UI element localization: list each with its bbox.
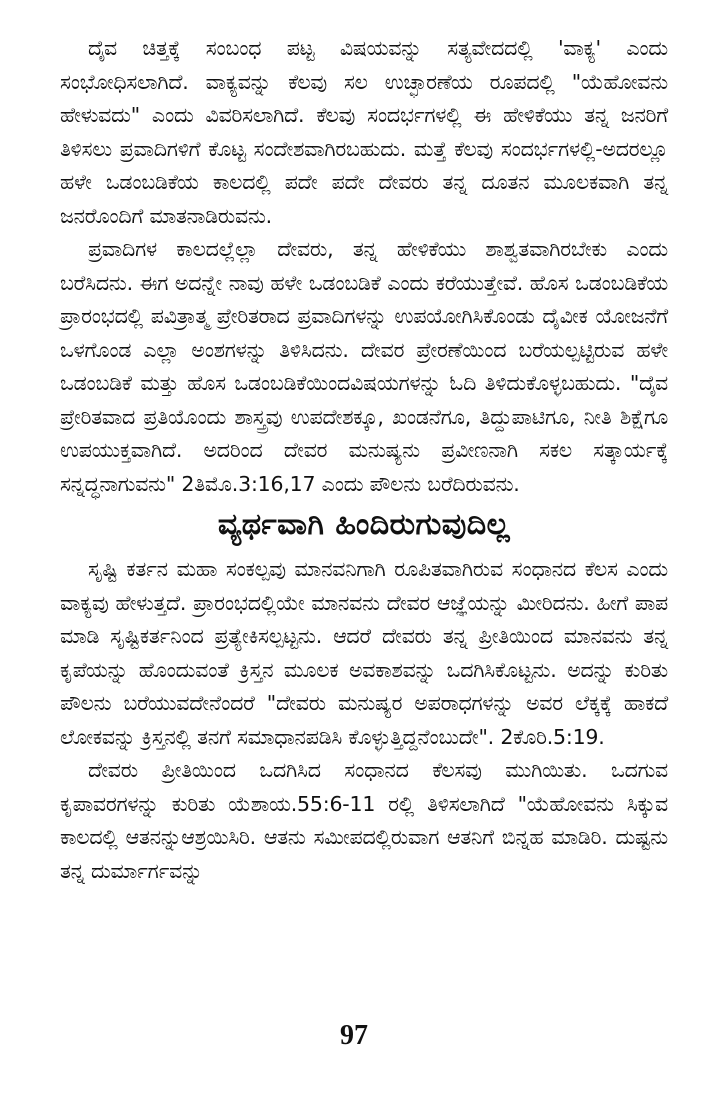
- paragraph-prophets: ಪ್ರವಾದಿಗಳ ಕಾಲದಲ್ಲೆಲ್ಲಾ ದೇವರು, ತನ್ನ ಹೇಳಿಕೆಯು ಶಾಶ್ವತವಾಗಿರಬೇಕು ಎಂದು ಬರೆಸಿದನು. ಈಗ ಅದನ್ನೇ ನಾವು ಹಳೇ ಒಡಂಬಡಿಕೆ ಎಂದು ಕರೆಯುತ್ತೇವೆ. ಹೊಸ ಒಡಂಬಡಿಕೆಯ ಪ್ರಾರಂಭದಲ್ಲಿ ಪವಿತ್ರಾತ್ಮ ಪ್ರೇರಿತರಾದ ಪ್ರವಾದಿಗಳನ್ನು ಉಪಯೋಗಿಸಿಕೊಂಡು ದೈವೀಕ ಯೋಜನೆಗೆ ಒಳಗೊಂಡ ಎಲ್ಲಾ ಅಂಶಗಳನ್ನು ತಿಳಿಸಿದನು. ದೇವರ ಪ್ರೇರಣೆಯಿಂದ ಬರೆಯಲ್ಪಟ್ಟಿರುವ ಹಳೇ ಒಡಂಬಡಿಕೆ ಮತ್ತು ಹೊಸ ಒಡಂಬಡಿಕೆಯಿಂದವಿಷಯಗಳನ್ನು ಓದಿ ತಿಳಿದುಕೊಳ್ಳಬಹುದು. "ದೈವ ಪ್ರೇರಿತವಾದ ಪ್ರತಿಯೊಂದು ಶಾಸ್ತ್ರವು ಉಪದೇಶಕ್ಕೂ, ಖಂಡನೆಗೂ, ತಿದ್ದುಪಾಟಿಗೂ, ನೀತಿ ಶಿಕ್ಷೆಗೂ ಉಪಯುಕ್ತವಾಗಿದೆ. ಅದರಿಂದ ದೇವರ ಮನುಷ್ಯನು ಪ್ರವೀಣನಾಗಿ ಸಕಲ ಸತ್ಕಾರ್ಯಕ್ಕೆ ಸನ್ನದ್ಧನಾಗುವನು" 2ತಿಮೊ.3:16,17 ಎಂದು ಪೌಲನು ಬರೆದಿರುವನು.: [60, 237, 668, 496]
- paragraph-reconciliation: ಸೃಷ್ಟಿ ಕರ್ತನ ಮಹಾ ಸಂಕಲ್ಪವು ಮಾನವನಿಗಾಗಿ ರೂಪಿತವಾಗಿರುವ ಸಂಧಾನದ ಕೆಲಸ ಎಂದು ವಾಕ್ಯವು ಹೇಳುತ್ತದೆ. ಪ್ರಾರಂಭದಲ್ಲಿಯೇ ಮಾನವನು ದೇವರ ಆಜ್ಞೆಯನ್ನು ಮೀರಿದನು. ಹೀಗೆ ಪಾಪ ಮಾಡಿ ಸೃಷ್ಟಿಕರ್ತನಿಂದ ಪ್ರತ್ಯೇಕಿಸಲ್ಪಟ್ಟನು. ಆದರೆ ದೇವರು ತನ್ನ ಪ್ರೀತಿಯಿಂದ ಮಾನವನು ತನ್ನ ಕೃಪೆಯನ್ನು ಹೊಂದುವಂತೆ ಕ್ರಿಸ್ತನ ಮೂಲಕ ಅವಕಾಶವನ್ನು ಒದಗಿಸಿಕೊಟ್ಟನು. ಅದನ್ನು ಕುರಿತು ಪೌಲನು ಬರೆಯುವದೇನೆಂದರೆ "ದೇವರು ಮನುಷ್ಯರ ಅಪರಾಧಗಳನ್ನು ಅವರ ಲೆಕ್ಕಕ್ಕೆ ಹಾಕದೆ ಲೋಕವನ್ನು ಕ್ರಿಸ್ತನಲ್ಲಿ ತನಗೆ ಸಮಾಧಾನಪಡಿಸಿ ಕೊಳ್ಳುತ್ತಿದ್ದನೆಂಬುದೇ". 2ಕೊರಿ.5:19.: [60, 557, 668, 749]
- paragraph-divine-will: ದೈವ ಚಿತ್ತಕ್ಕೆ ಸಂಬಂಧ ಪಟ್ಟ ವಿಷಯವನ್ನು ಸತ್ಯವೇದದಲ್ಲಿ 'ವಾಕ್ಯ' ಎಂದು ಸಂಭೋಧಿಸಲಾಗಿದೆ. ವಾಕ್ಯವನ್ನು ಕೆಲವು ಸಲ ಉಚ್ಛಾರಣೆಯ ರೂಪದಲ್ಲಿ "ಯೆಹೋವನು ಹೇಳುವದು" ಎಂದು ವಿವರಿಸಲಾಗಿದೆ. ಕೆಲವು ಸಂದರ್ಭಗಳಲ್ಲಿ ಈ ಹೇಳಿಕೆಯು ತನ್ನ ಜನರಿಗೆ ತಿಳಿಸಲು ಪ್ರವಾದಿಗಳಿಗೆ ಕೊಟ್ಟ ಸಂದೇಶವಾಗಿರಬಹುದು. ಮತ್ತೆ ಕೆಲವು ಸಂದರ್ಭಗಳಲ್ಲಿ-ಅದರಲ್ಲೂ ಹಳೇ ಒಡಂಬಡಿಕೆಯ ಕಾಲದಲ್ಲಿ ಪದೇ ಪದೇ ದೇವರು ತನ್ನ ದೂತನ ಮೂಲಕವಾಗಿ ತನ್ನ ಜನರೊಂದಿಗೆ ಮಾತನಾಡಿರುವನು.: [60, 36, 668, 228]
- paragraph-grace: ದೇವರು ಪ್ರೀತಿಯಿಂದ ಒದಗಿಸಿದ ಸಂಧಾನದ ಕೆಲಸವು ಮುಗಿಯಿತು. ಒದಗುವ ಕೃಪಾವರಗಳನ್ನು ಕುರಿತು ಯೆಶಾಯ.55:6-11 ರಲ್ಲಿ ತಿಳಿಸಲಾಗಿದೆ "ಯೆಹೋವನು ಸಿಕ್ಕುವ ಕಾಲದಲ್ಲಿ ಆತನನ್ನುಆಶ್ರಯಿಸಿರಿ. ಆತನು ಸಮೀಪದಲ್ಲಿರುವಾಗ ಆತನಿಗೆ ಬಿನ್ನಹ ಮಾಡಿರಿ. ದುಷ್ಟನು ತನ್ನ ದುರ್ಮಾರ್ಗವನ್ನು: [60, 758, 668, 883]
- page-number: 97: [340, 1020, 368, 1051]
- section-heading: ವ್ಯರ್ಥವಾಗಿ ಹಿಂದಿರುಗುವುದಿಲ್ಲ: [217, 507, 511, 542]
